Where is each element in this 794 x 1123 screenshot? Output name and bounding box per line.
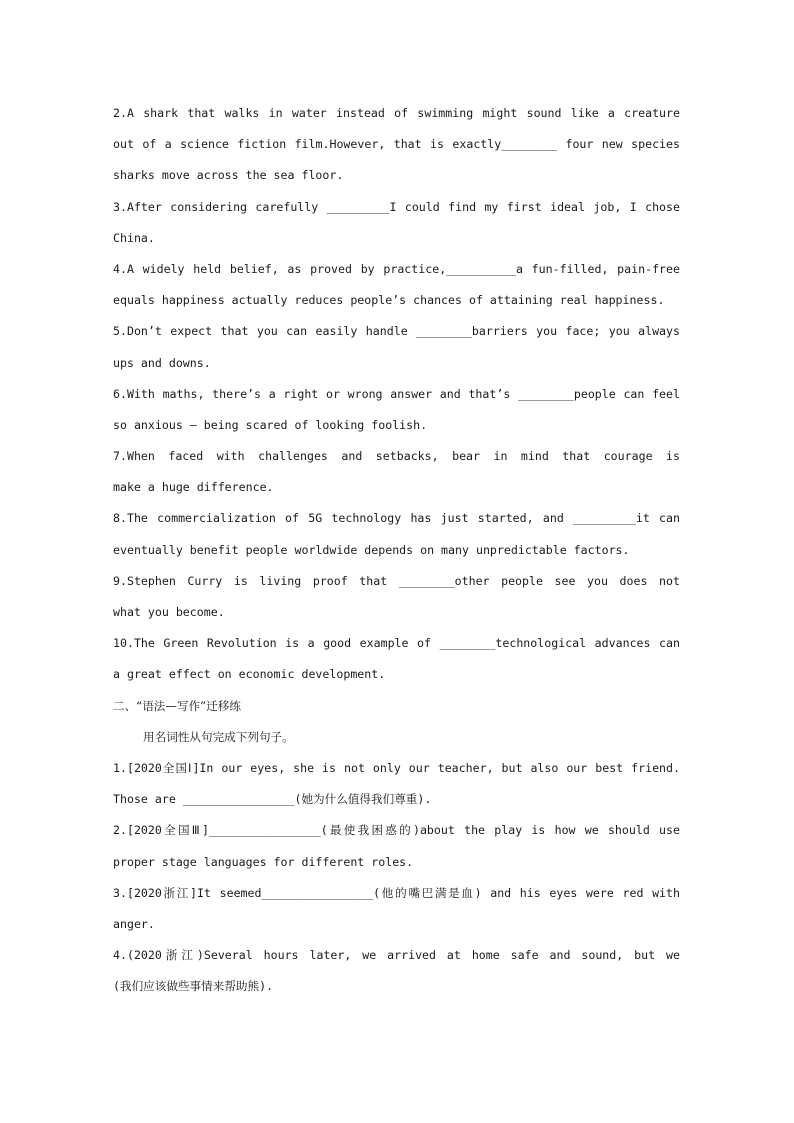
q4-line-2: equals happiness actually reduces people’s chances of attaining real happiness. — [113, 293, 665, 308]
q10-line-2: a great effect on economic development. — [113, 667, 386, 682]
q9-line-2: what you become. — [113, 605, 225, 619]
w2-line-1: 2.[2020全国Ⅲ]________________(最使我困惑的)about the play is how we should use — [113, 823, 680, 838]
q5-line-2: ups and downs. — [113, 355, 211, 370]
q4-line-1: 4.A widely held belief, as proved by practice,__________a fun-filled, pain-free — [113, 261, 680, 276]
q2-line-3: sharks move across the sea floor. — [113, 168, 344, 183]
w3-line-2: anger. — [113, 916, 155, 931]
q2-line-2: out of a science fiction film.However, that is exactly________ four new species — [113, 137, 680, 152]
w1-line-1: 1.[2020全国Ⅰ]In our eyes, she is not only our teacher, but also our best friend. — [113, 760, 680, 775]
worksheet-page — [113, 98, 680, 1002]
q9-line-1: 9.Stephen Curry is living proof that ________other people see you does not — [113, 573, 680, 588]
q5-line-1: 5.Don’t expect that you can easily handle ________barriers you face; you always — [113, 324, 680, 339]
q10-line-1: 10.The Green Revolution is a good example of ________technological advances can — [113, 636, 680, 651]
q3-line-2: China. — [113, 230, 155, 245]
w4-line-2: (我们应该做些事情来帮助熊). — [113, 979, 274, 994]
section-instruction: 用名词性从句完成下列句子。 — [143, 729, 294, 744]
w4-line-1: 4.(2020浙江)Several hours later, we arrived at home safe and sound, but we — [113, 948, 680, 963]
q8-line-1: 8.The commercialization of 5G technology has just started, and _________it can — [113, 511, 680, 526]
q6-line-1: 6.With maths, there’s a right or wrong answer and that’s ________people can feel — [113, 386, 680, 401]
q8-line-2: eventually benefit people worldwide depends on many unpredictable factors. — [113, 542, 630, 557]
w1-line-2: Those are ________________(她为什么值得我们尊重). — [113, 792, 432, 807]
section-heading: 二、“语法—写作”迁移练 — [113, 698, 241, 713]
w2-line-2: proper stage languages for different roles. — [113, 854, 414, 869]
q7-line-2: make a huge difference. — [113, 480, 274, 495]
q6-line-2: so anxious — being scared of looking foolish. — [113, 417, 428, 432]
q3-line-1: 3.After considering carefully _________I could find my first ideal job, I chose — [113, 199, 680, 214]
w3-line-1: 3.[2020浙江]It seemed________________(他的嘴巴满是血) and his eyes were red with — [113, 885, 680, 900]
q7-line-1: 7.When faced with challenges and setbacks, bear in mind that courage is — [113, 449, 680, 464]
q2-line-1: 2.A shark that walks in water instead of swimming might sound like a creature — [113, 106, 680, 120]
